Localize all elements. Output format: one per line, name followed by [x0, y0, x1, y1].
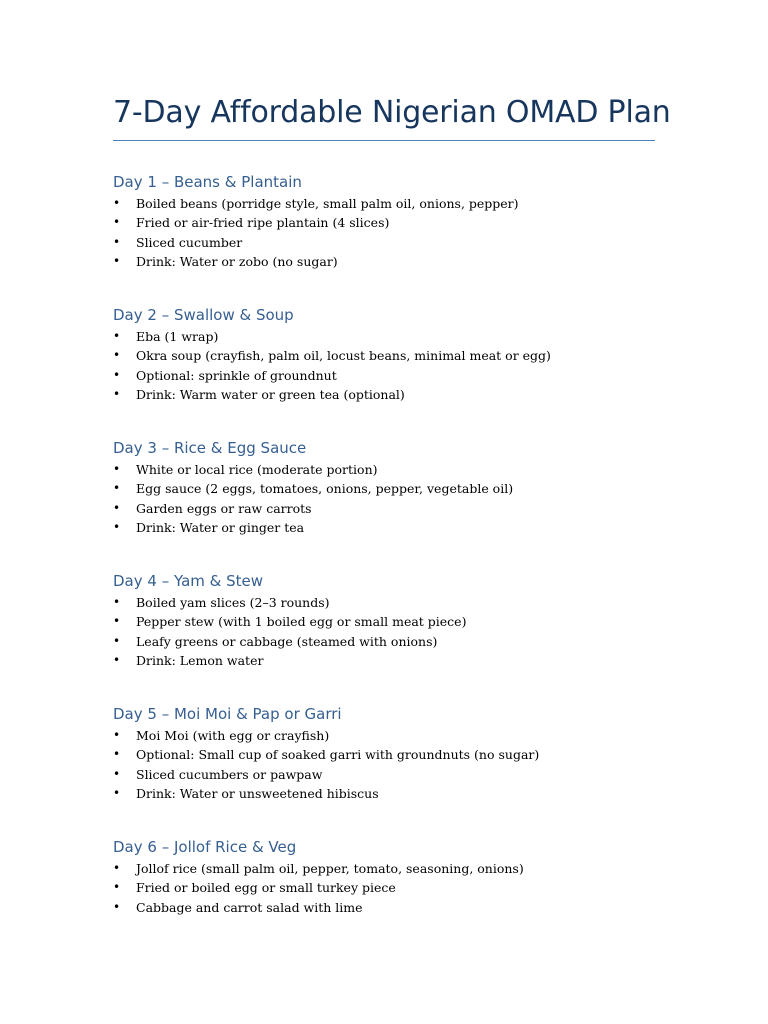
list-item: [113, 898, 673, 917]
day-1-section: [113, 171, 673, 271]
day-1-list: [113, 194, 673, 271]
bullet-icon: •: [113, 481, 121, 496]
list-item-text: Egg sauce (2 eggs, tomatoes, onions, pepper, vegetable oil): [136, 481, 514, 497]
day-3-heading: Day 3 – Rice & Egg Sauce: [113, 439, 307, 457]
list-item-text: Pepper stew (with 1 boiled egg or small meat piece): [136, 614, 467, 630]
list-item-text: Sliced cucumbers or pawpaw: [136, 766, 323, 782]
list-item: [113, 233, 673, 252]
bullet-icon: •: [113, 196, 121, 210]
list-item: [113, 765, 673, 784]
list-item: [113, 632, 673, 651]
bullet-icon: •: [113, 329, 121, 343]
bullet-icon: •: [113, 462, 121, 476]
list-item: [113, 213, 673, 232]
list-item-text: Optional: sprinkle of groundnut: [136, 367, 337, 383]
list-item: [113, 194, 673, 213]
bullet-icon: •: [113, 785, 121, 800]
list-item-text: Drink: Water or unsweetened hibiscus: [136, 785, 379, 801]
bullet-icon: •: [113, 519, 121, 534]
bullet-icon: •: [113, 766, 121, 781]
bullet-icon: •: [113, 880, 121, 895]
day-5-section: [113, 703, 673, 803]
list-item: [113, 460, 673, 479]
day-6-list: [113, 859, 673, 917]
bullet-icon: •: [113, 234, 121, 249]
day-6-heading: Day 6 – Jollof Rice & Veg: [113, 838, 297, 856]
day-1-heading: Day 1 – Beans & Plantain: [113, 173, 302, 191]
list-item-text: White or local rice (moderate portion): [136, 462, 378, 477]
list-item-text: Fried or boiled egg or small turkey piece: [136, 880, 396, 896]
day-2-section: [113, 304, 673, 404]
day-4-section: [113, 570, 673, 670]
day-4-list: [113, 593, 673, 670]
bullet-icon: •: [113, 367, 121, 382]
day-6-section: [113, 836, 673, 917]
bullet-icon: •: [113, 652, 121, 667]
list-item: [113, 593, 673, 612]
list-item: [113, 499, 673, 518]
list-item-text: Drink: Water or zobo (no sugar): [136, 253, 338, 269]
list-item-text: Okra soup (crayfish, palm oil, locust beans, minimal meat or egg): [136, 348, 551, 364]
list-item-text: Drink: Water or ginger tea: [136, 519, 305, 535]
bullet-icon: •: [113, 861, 121, 875]
day-4-heading: Day 4 – Yam & Stew: [113, 572, 263, 590]
list-item: [113, 518, 673, 537]
list-item: [113, 366, 673, 385]
list-item-text: Moi Moi (with egg or crayfish): [136, 728, 330, 743]
bullet-icon: •: [113, 500, 121, 515]
bullet-icon: •: [113, 348, 121, 363]
list-item-text: Jollof rice (small palm oil, pepper, tomato, seasoning, onions): [136, 861, 524, 876]
list-item-text: Optional: Small cup of soaked garri with groundnuts (no sugar): [136, 747, 540, 763]
list-item-text: Cabbage and carrot salad with lime: [136, 899, 363, 915]
list-item: [113, 327, 673, 346]
list-item: [113, 878, 673, 897]
list-item-text: Fried or air-fried ripe plantain (4 slices): [136, 215, 390, 231]
list-item-text: Drink: Lemon water: [136, 652, 264, 668]
list-item: [113, 859, 673, 878]
bullet-icon: •: [113, 747, 121, 762]
list-item: [113, 252, 673, 271]
list-item: [113, 726, 673, 745]
bullet-icon: •: [113, 728, 121, 742]
day-5-list: [113, 726, 673, 803]
list-item-text: Boiled beans (porridge style, small palm oil, onions, pepper): [136, 196, 519, 211]
list-item: [113, 612, 673, 631]
list-item-text: Sliced cucumber: [136, 234, 243, 250]
day-3-section: [113, 437, 673, 537]
title-underline: [113, 140, 655, 141]
list-item-text: Drink: Warm water or green tea (optional): [136, 386, 405, 402]
list-item-text: Garden eggs or raw carrots: [136, 500, 312, 516]
bullet-icon: •: [113, 633, 121, 648]
bullet-icon: •: [113, 253, 121, 268]
document-title: 7-Day Affordable Nigerian OMAD Plan: [113, 95, 671, 130]
bullet-icon: •: [113, 595, 121, 609]
list-item: [113, 784, 673, 803]
day-2-list: [113, 327, 673, 404]
bullet-icon: •: [113, 215, 121, 230]
list-item-text: Leafy greens or cabbage (steamed with onions): [136, 633, 438, 649]
day-3-list: [113, 460, 673, 537]
list-item: [113, 479, 673, 498]
list-item: [113, 745, 673, 764]
bullet-icon: •: [113, 614, 121, 629]
list-item-text: Eba (1 wrap): [136, 329, 219, 344]
list-item: [113, 385, 673, 404]
day-2-heading: Day 2 – Swallow & Soup: [113, 306, 294, 324]
list-item: [113, 651, 673, 670]
bullet-icon: •: [113, 899, 121, 914]
list-item-text: Boiled yam slices (2–3 rounds): [136, 595, 330, 610]
day-5-heading: Day 5 – Moi Moi & Pap or Garri: [113, 705, 342, 723]
bullet-icon: •: [113, 386, 121, 401]
list-item: [113, 346, 673, 365]
